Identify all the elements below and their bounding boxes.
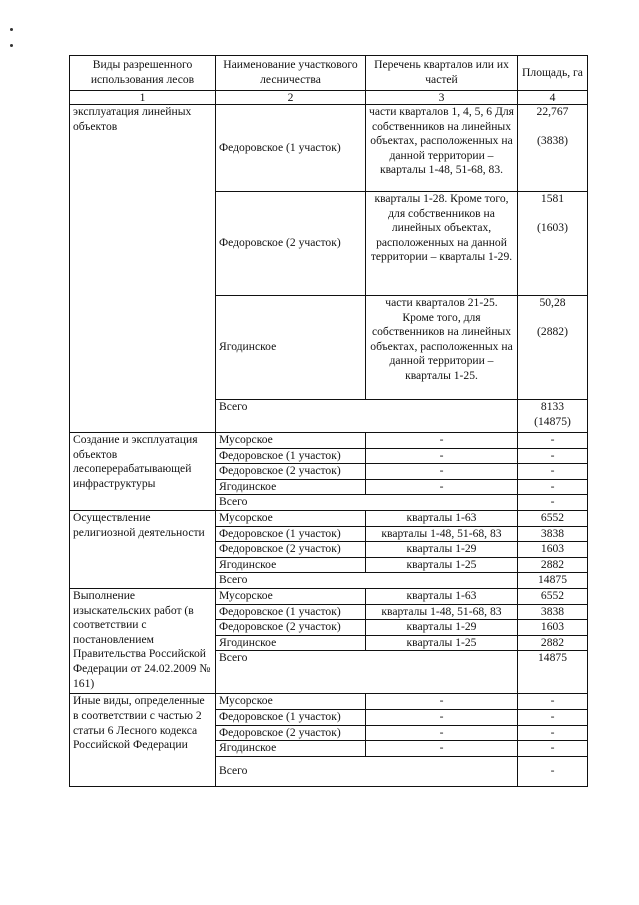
- area-cell: [518, 105, 588, 192]
- quarters-cell: кварталы 1-25: [366, 635, 518, 651]
- forestry-cell: Ягодинское: [216, 635, 366, 651]
- area-value: 50,28: [539, 296, 566, 309]
- total-label: Всего: [216, 495, 518, 511]
- forestry-cell: Федоровское (2 участок): [216, 192, 366, 296]
- header-cell: Виды разрешенного использования лесов: [70, 56, 216, 91]
- area-cell: -: [518, 448, 588, 464]
- quarters-cell: -: [366, 479, 518, 495]
- area-cell: 2882: [518, 635, 588, 651]
- quarters-cell: -: [366, 433, 518, 449]
- total-value: 14875: [518, 573, 588, 589]
- area-cell: 1603: [518, 620, 588, 636]
- table-row: [70, 433, 588, 449]
- area-cell: 1603: [518, 542, 588, 558]
- forestry-cell: Ягодинское: [216, 741, 366, 757]
- forestry-cell: Федоровское (1 участок): [216, 604, 366, 620]
- quarters-cell: кварталы 1-25: [366, 557, 518, 573]
- forestry-cell: Федоровское (1 участок): [216, 448, 366, 464]
- header-row: [70, 56, 588, 91]
- column-number: 3: [366, 91, 518, 105]
- total-value: 8133: [540, 400, 565, 413]
- area-extra-value: (2882): [537, 324, 568, 338]
- column-number: 4: [518, 91, 588, 105]
- use-type-cell: эксплуатация линейных объектов: [70, 105, 216, 433]
- forestry-cell: Мусорское: [216, 433, 366, 449]
- table-row: [70, 694, 588, 710]
- forestry-cell: Ягодинское: [216, 557, 366, 573]
- forestry-cell: Федоровское (2 участок): [216, 464, 366, 480]
- area-value: 22,767: [536, 105, 569, 118]
- header-cell: Площадь, га: [518, 56, 588, 91]
- area-cell: [518, 296, 588, 400]
- forestry-cell: Ягодинское: [216, 296, 366, 400]
- total-label: Всего: [216, 651, 518, 694]
- area-cell: [518, 400, 588, 433]
- quarters-cell: части кварталов 1, 4, 5, 6 Для собственников на линейных объектах, расположенных на данной территории – кварталы 1-48, 51-68, 83.: [366, 105, 518, 192]
- area-cell: 6552: [518, 588, 588, 604]
- quarters-cell: части кварталов 21-25. Кроме того, для собственников на линейных объектах, расположенных на данной территории – кварталы 1-25.: [366, 296, 518, 400]
- quarters-cell: -: [366, 709, 518, 725]
- area-cell: -: [518, 725, 588, 741]
- area-cell: 3838: [518, 526, 588, 542]
- quarters-cell: кварталы 1-29: [366, 620, 518, 636]
- table-row: [70, 510, 588, 526]
- header-cell: Наименование участкового лесничества: [216, 56, 366, 91]
- total-value: -: [518, 495, 588, 511]
- total-label: Всего: [216, 756, 518, 786]
- forest-use-table: [69, 55, 588, 787]
- column-number: 1: [70, 91, 216, 105]
- quarters-cell: кварталы 1-48, 51-68, 83: [366, 604, 518, 620]
- area-cell: 2882: [518, 557, 588, 573]
- area-cell: -: [518, 741, 588, 757]
- quarters-cell: кварталы 1-48, 51-68, 83: [366, 526, 518, 542]
- area-value: 1581: [540, 192, 565, 205]
- header-cell: Перечень кварталов или их частей: [366, 56, 518, 91]
- table-row: [70, 105, 588, 192]
- area-cell: -: [518, 479, 588, 495]
- total-value: 14875: [518, 651, 588, 694]
- area-cell: -: [518, 464, 588, 480]
- forestry-cell: Мусорское: [216, 588, 366, 604]
- forestry-cell: Федоровское (2 участок): [216, 542, 366, 558]
- quarters-cell: кварталы 1-63: [366, 588, 518, 604]
- scan-speck: [10, 28, 13, 31]
- area-cell: [518, 192, 588, 296]
- quarters-cell: кварталы 1-28. Кроме того, для собственников на линейных объектах, расположенных на данной территории – кварталы 1-29.: [366, 192, 518, 296]
- forestry-cell: Федоровское (1 участок): [216, 526, 366, 542]
- forestry-cell: Ягодинское: [216, 479, 366, 495]
- quarters-cell: -: [366, 725, 518, 741]
- forestry-cell: Федоровское (1 участок): [216, 105, 366, 192]
- table-row: [70, 588, 588, 604]
- forestry-cell: Федоровское (2 участок): [216, 725, 366, 741]
- area-extra-value: (3838): [537, 133, 568, 147]
- quarters-cell: -: [366, 741, 518, 757]
- scan-speck: [10, 44, 13, 47]
- forestry-cell: Федоровское (2 участок): [216, 620, 366, 636]
- quarters-cell: кварталы 1-63: [366, 510, 518, 526]
- quarters-cell: -: [366, 694, 518, 710]
- use-type-cell: Иные виды, определенные в соответствии с частью 2 статьи 6 Лесного кодекса Российской Федерации: [70, 694, 216, 786]
- column-number: 2: [216, 91, 366, 105]
- total-label: Всего: [216, 573, 518, 589]
- use-type-cell: Осуществление религиозной деятельности: [70, 510, 216, 588]
- quarters-cell: -: [366, 448, 518, 464]
- column-number-row: [70, 91, 588, 105]
- quarters-cell: -: [366, 464, 518, 480]
- total-label: Всего: [216, 400, 518, 433]
- total-extra-value: (14875): [534, 414, 571, 428]
- area-extra-value: (1603): [537, 220, 568, 234]
- area-cell: -: [518, 709, 588, 725]
- area-cell: -: [518, 433, 588, 449]
- forestry-cell: Мусорское: [216, 510, 366, 526]
- total-value: -: [518, 756, 588, 786]
- use-type-cell: Создание и эксплуатация объектов лесоперерабатывающей инфраструктуры: [70, 433, 216, 511]
- forestry-cell: Мусорское: [216, 694, 366, 710]
- area-cell: 6552: [518, 510, 588, 526]
- area-cell: -: [518, 694, 588, 710]
- forestry-cell: Федоровское (1 участок): [216, 709, 366, 725]
- area-cell: 3838: [518, 604, 588, 620]
- quarters-cell: кварталы 1-29: [366, 542, 518, 558]
- use-type-cell: Выполнение изыскательских работ (в соответствии с постановлением Правительства Российской Федерации от 24.02.2009 № 161): [70, 588, 216, 693]
